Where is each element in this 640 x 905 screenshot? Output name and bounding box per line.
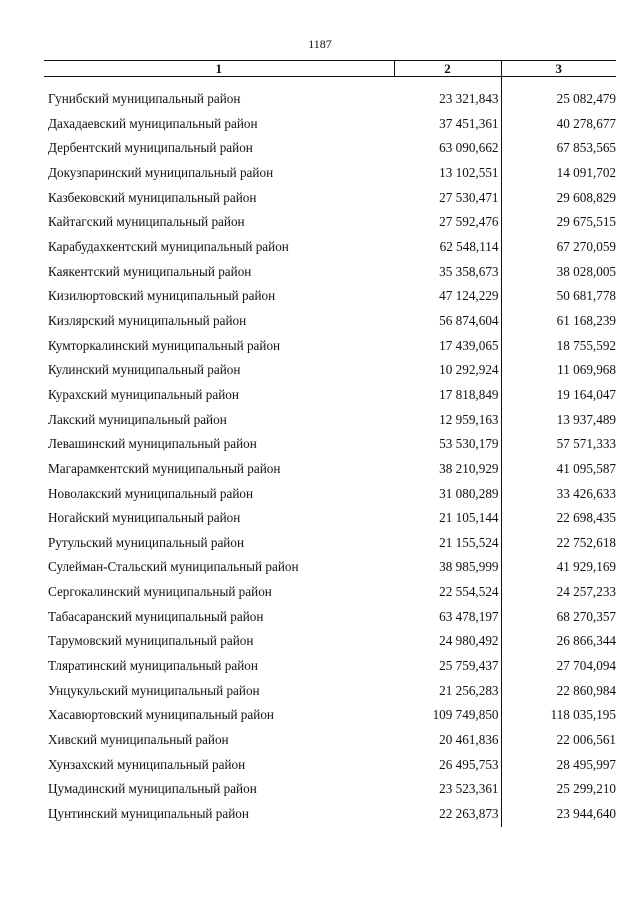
table-header: [44, 61, 616, 77]
value-col2-cell: 63 090,662: [394, 136, 501, 161]
value-col2-cell: 53 530,179: [394, 432, 501, 457]
value-col2-cell: 13 102,551: [394, 161, 501, 186]
district-name-cell: Хунзахский муниципальный район: [48, 756, 246, 772]
table-row: [44, 408, 616, 433]
value-col3-cell: 29 675,515: [556, 214, 616, 230]
value-col3-cell: 68 270,357: [556, 608, 616, 624]
table-row: [44, 432, 616, 457]
district-name-cell: Цунтинский муниципальный район: [48, 806, 249, 822]
value-col2-cell: 21 105,144: [394, 506, 501, 531]
district-name-cell: Табасаранский муниципальный район: [48, 608, 264, 624]
value-col3-cell: 27 704,094: [556, 658, 616, 674]
value-col3-cell: 67 853,565: [556, 140, 616, 156]
value-col2-cell: 47 124,229: [394, 284, 501, 309]
table-row: [44, 77, 616, 112]
value-col2-cell: 62 548,114: [394, 235, 501, 260]
table-row: [44, 506, 616, 531]
table-row: [44, 112, 616, 137]
district-name-cell: Курахский муниципальный район: [48, 386, 239, 402]
value-col3-cell: 41 929,169: [556, 559, 616, 575]
value-col3-cell: 22 006,561: [556, 732, 616, 748]
value-col2-cell: 38 985,999: [394, 555, 501, 580]
value-col3-cell: 29 608,829: [556, 189, 616, 205]
value-col3-cell: 19 164,047: [556, 386, 616, 402]
table-row: [44, 309, 616, 334]
table-body: [44, 77, 616, 827]
value-col2-cell: 35 358,673: [394, 260, 501, 285]
value-col3-cell: 118 035,195: [550, 707, 616, 723]
table-row: [44, 284, 616, 309]
district-name-cell: Гунибский муниципальный район: [48, 91, 241, 106]
value-col2-cell: 24 980,492: [394, 629, 501, 654]
district-name-cell: Казбековский муниципальный район: [48, 189, 257, 205]
district-name-cell: Магарамкентский муниципальный район: [48, 460, 281, 476]
table-row: [44, 358, 616, 383]
table-row: [44, 334, 616, 359]
budget-table: [44, 60, 616, 827]
district-name-cell: Сулейман-Стальский муниципальный район: [48, 559, 299, 575]
value-col3-cell: 22 698,435: [556, 510, 616, 526]
value-col3-cell: 11 069,968: [557, 362, 616, 378]
district-name-cell: Каякентский муниципальный район: [48, 263, 252, 279]
district-name-cell: Докузпаринский муниципальный район: [48, 164, 274, 180]
table-row: [44, 753, 616, 778]
value-col3-cell: 28 495,997: [556, 756, 616, 772]
table-row: [44, 531, 616, 556]
value-col2-cell: 20 461,836: [394, 728, 501, 753]
value-col3-cell: 67 270,059: [556, 238, 616, 254]
column-header-1: 1: [44, 61, 394, 77]
value-col3-cell: 22 860,984: [556, 682, 616, 698]
value-col2-cell: 56 874,604: [394, 309, 501, 334]
value-col2-cell: 109 749,850: [394, 703, 501, 728]
district-name-cell: Карабудахкентский муниципальный район: [48, 238, 289, 254]
value-col3-cell: 22 752,618: [556, 534, 616, 550]
value-col3-cell: 24 257,233: [556, 584, 616, 600]
table-row: [44, 802, 616, 827]
table-row: [44, 629, 616, 654]
value-col2-cell: 27 530,471: [394, 186, 501, 211]
value-col2-cell: 17 439,065: [394, 334, 501, 359]
district-name-cell: Ногайский муниципальный район: [48, 510, 241, 526]
table-row: [44, 210, 616, 235]
table-row: [44, 605, 616, 630]
table-row: [44, 260, 616, 285]
table-row: [44, 235, 616, 260]
column-header-2: 2: [394, 61, 501, 77]
value-col2-cell: 22 554,524: [394, 580, 501, 605]
value-col2-cell: 63 478,197: [394, 605, 501, 630]
table-row: [44, 654, 616, 679]
value-col2-cell: 31 080,289: [394, 482, 501, 507]
value-col2-cell: 37 451,361: [394, 112, 501, 137]
value-col3-cell: 38 028,005: [556, 263, 616, 279]
value-col3-cell: 40 278,677: [556, 115, 616, 131]
value-col2-cell: 27 592,476: [394, 210, 501, 235]
value-col2-cell: 10 292,924: [394, 358, 501, 383]
value-col3-cell: 23 944,640: [556, 806, 616, 822]
table-row: [44, 580, 616, 605]
value-col3-cell: 57 571,333: [556, 436, 616, 452]
table-row: [44, 728, 616, 753]
table-row: [44, 555, 616, 580]
value-col3-cell: 25 082,479: [556, 91, 616, 106]
value-col2-cell: 21 155,524: [394, 531, 501, 556]
column-header-3: 3: [501, 61, 616, 77]
table-row: [44, 383, 616, 408]
value-col3-cell: 61 168,239: [556, 312, 616, 328]
table-row: [44, 136, 616, 161]
district-name-cell: Кулинский муниципальный район: [48, 362, 241, 378]
page-number: 1187: [308, 37, 332, 51]
table-row: [44, 679, 616, 704]
district-name-cell: Кайтагский муниципальный район: [48, 214, 245, 230]
district-name-cell: Унцукульский муниципальный район: [48, 682, 260, 698]
value-col2-cell: 23 523,361: [394, 777, 501, 802]
district-name-cell: Лакский муниципальный район: [48, 411, 227, 427]
district-name-cell: Рутульский муниципальный район: [48, 534, 245, 550]
value-col2-cell: 12 959,163: [394, 408, 501, 433]
value-col2-cell: 26 495,753: [394, 753, 501, 778]
value-col2-cell: 38 210,929: [394, 457, 501, 482]
value-col2-cell: 21 256,283: [394, 679, 501, 704]
value-col2-cell: 17 818,849: [394, 383, 501, 408]
district-name-cell: Хасавюртовский муниципальный район: [48, 707, 274, 723]
district-name-cell: Кизилюртовский муниципальный район: [48, 288, 276, 304]
value-col3-cell: 14 091,702: [556, 164, 616, 180]
table-row: [44, 703, 616, 728]
district-name-cell: Хивский муниципальный район: [48, 732, 229, 748]
value-col3-cell: 50 681,778: [556, 288, 616, 304]
district-name-cell: Сергокалинский муниципальный район: [48, 584, 272, 600]
table-row: [44, 186, 616, 211]
district-name-cell: Тарумовский муниципальный район: [48, 633, 254, 649]
table-row: [44, 161, 616, 186]
value-col2-cell: 22 263,873: [394, 802, 501, 827]
table-row: [44, 482, 616, 507]
district-name-cell: Кизлярский муниципальный район: [48, 312, 247, 328]
value-col3-cell: 18 755,592: [556, 337, 616, 353]
value-col2-cell: 25 759,437: [394, 654, 501, 679]
district-name-cell: Кумторкалинский муниципальный район: [48, 337, 281, 353]
value-col2-cell: 23 321,843: [394, 77, 501, 112]
value-col3-cell: 26 866,344: [556, 633, 616, 649]
district-name-cell: Цумадинский муниципальный район: [48, 781, 257, 797]
value-col3-cell: 25 299,210: [556, 781, 616, 797]
table-row: [44, 457, 616, 482]
header-row: [44, 61, 616, 77]
district-name-cell: Дахадаевский муниципальный район: [48, 115, 258, 131]
value-col3-cell: 13 937,489: [556, 411, 616, 427]
district-name-cell: Новолакский муниципальный район: [48, 485, 254, 501]
table-row: [44, 777, 616, 802]
value-col3-cell: 33 426,633: [556, 485, 616, 501]
value-col3-cell: 41 095,587: [556, 460, 616, 476]
district-name-cell: Тляратинский муниципальный район: [48, 658, 258, 674]
district-name-cell: Дербентский муниципальный район: [48, 140, 253, 156]
district-name-cell: Левашинский муниципальный район: [48, 436, 257, 452]
